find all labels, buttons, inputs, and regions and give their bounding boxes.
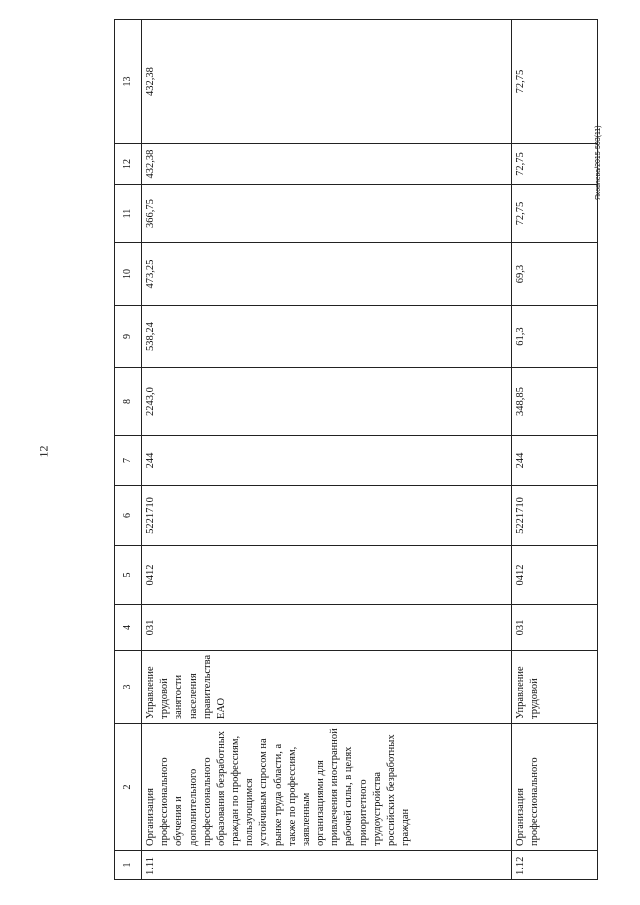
table-row: [142, 20, 512, 880]
event-name: Организация профессионального: [512, 724, 598, 851]
column-header: 2: [115, 724, 142, 851]
csr-code: 5221710: [512, 486, 598, 546]
rzpr-code: 0412: [142, 546, 512, 605]
csr-code: 5221710: [142, 486, 512, 546]
column-header: 10: [115, 243, 142, 306]
column-header: 5: [115, 546, 142, 605]
event-name: Организация профессионального обучения и дополнительного профессионального образования безработных граждан по профессиям, пользующимся устойчивым спросом на рынке труда области, а также по профессиям, заявленным организациями для привлечения иностранной рабочей силы, в целях приоритетного трудоустройства российских безработных граждан: [142, 724, 512, 851]
value-cell: 61,3: [512, 306, 598, 368]
column-header: 6: [115, 486, 142, 546]
value-cell: 72,75: [512, 185, 598, 243]
column-header: 8: [115, 368, 142, 436]
row-number: 1.12: [512, 851, 598, 880]
value-cell: 72,75: [512, 20, 598, 144]
budget-table: [114, 19, 598, 880]
rzpr-code: 0412: [512, 546, 598, 605]
column-header: 3: [115, 651, 142, 724]
value-cell: 366,75: [142, 185, 512, 243]
column-header: 9: [115, 306, 142, 368]
value-cell: 432,38: [142, 20, 512, 144]
grbs-code: 031: [512, 605, 598, 651]
vr-code: 244: [512, 436, 598, 486]
value-cell: 538,24: [142, 306, 512, 368]
column-header: 7: [115, 436, 142, 486]
value-cell: 2243,0: [142, 368, 512, 436]
rotated-table-container: [114, 20, 582, 880]
table-row: [512, 20, 598, 880]
value-cell: 473,25: [142, 243, 512, 306]
executor-name: Управление трудовой: [512, 651, 598, 724]
column-header: 12: [115, 144, 142, 185]
page-number: 12: [36, 445, 51, 458]
value-cell: 69,3: [512, 243, 598, 306]
document-id: Яковлева/2015-503(11): [595, 125, 602, 200]
value-cell: 432,38: [142, 144, 512, 185]
row-number: 1.11: [142, 851, 512, 880]
column-header: 11: [115, 185, 142, 243]
value-cell: 348,85: [512, 368, 598, 436]
header-row: [115, 20, 142, 880]
value-cell: 72,75: [512, 144, 598, 185]
column-header: 13: [115, 20, 142, 144]
column-header: 4: [115, 605, 142, 651]
column-header: 1: [115, 851, 142, 880]
grbs-code: 031: [142, 605, 512, 651]
executor-name: Управление трудовой занятости населения правительства ЕАО: [142, 651, 512, 724]
vr-code: 244: [142, 436, 512, 486]
